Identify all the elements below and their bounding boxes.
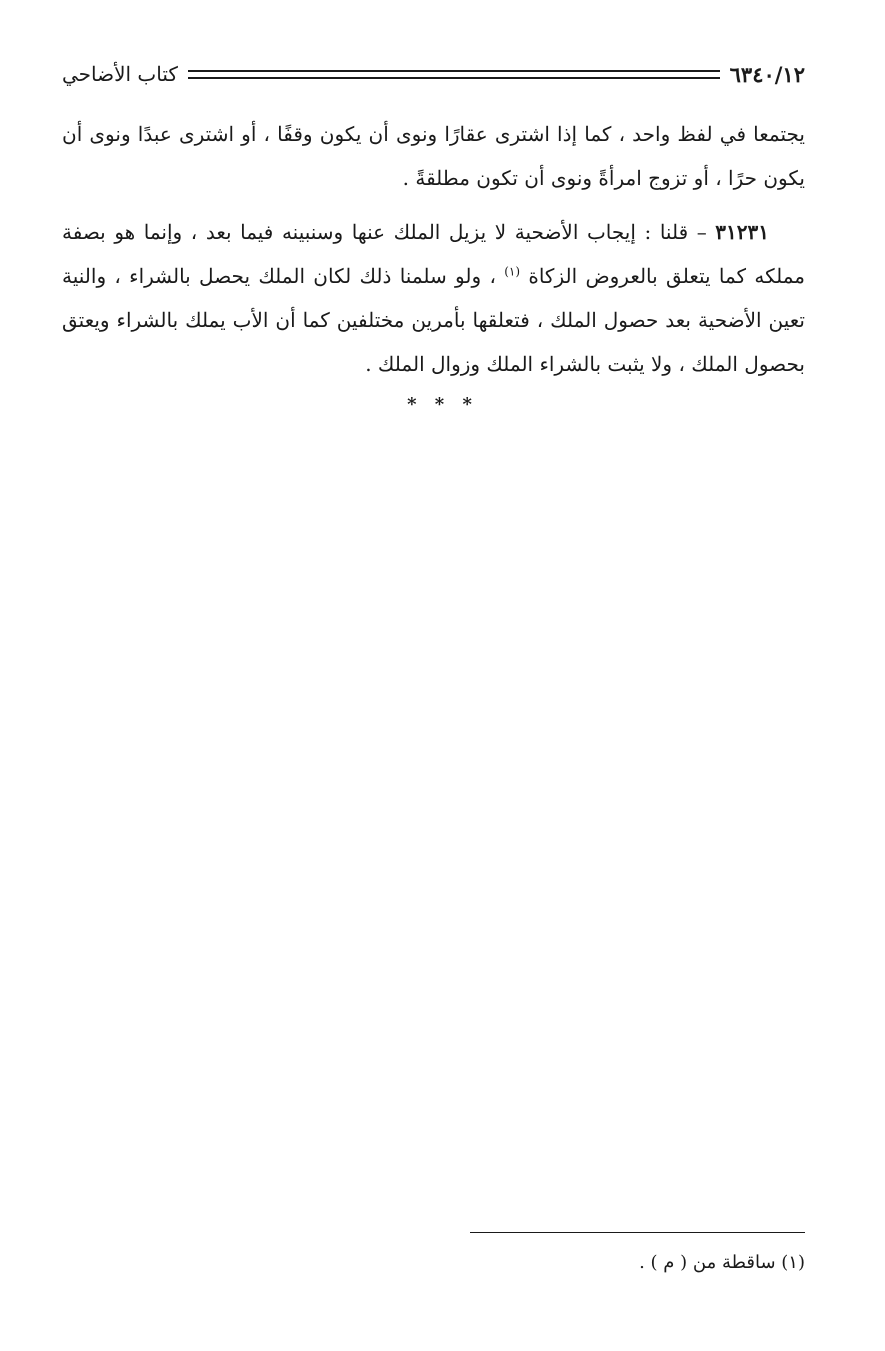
header-double-rule	[188, 70, 720, 79]
paragraph-2-part-2: ، ولو سلمنا ذلك لكان الملك يحصل بالشراء ، والنية تعين الأضحية بعد حصول الملك ، فتعلقها بأمرين مختلفين كما أن الأب يملك بالشراء ويعتق بحصول الملك ، ولا يثبت بالشراء الملك وزوال الملك .	[62, 264, 805, 376]
paragraph-2-part-1: – قلنا : إيجاب الأضحية لا يزيل الملك عنها وسنبينه فيما بعد ، وإنما هو بصفة مملكه كما يتعلق بالعروض الزكاة	[62, 220, 806, 288]
footnote-divider	[470, 1232, 805, 1233]
book-title: كتاب الأضاحي	[62, 62, 178, 86]
ruling-number: ٣١٢٣١	[715, 220, 769, 244]
page-number: ٦٣٤٠/١٢	[729, 61, 805, 87]
section-separator: * * *	[407, 394, 478, 415]
running-header	[62, 58, 805, 90]
main-text	[62, 112, 805, 386]
paragraph-1: يجتمعا في لفظ واحد ، كما إذا اشترى عقارًا ونوى أن يكون وقفًا ، أو اشترى عبدًا ونوى أن يكون حرًا ، أو تزوج امرأةً ونوى أن تكون مطلقةً .	[62, 122, 805, 190]
footnote-1: (١) ساقطة من ( م ) .	[639, 1252, 805, 1273]
footnote-reference[interactable]: (١)	[504, 264, 521, 279]
paragraph-2	[62, 210, 805, 386]
